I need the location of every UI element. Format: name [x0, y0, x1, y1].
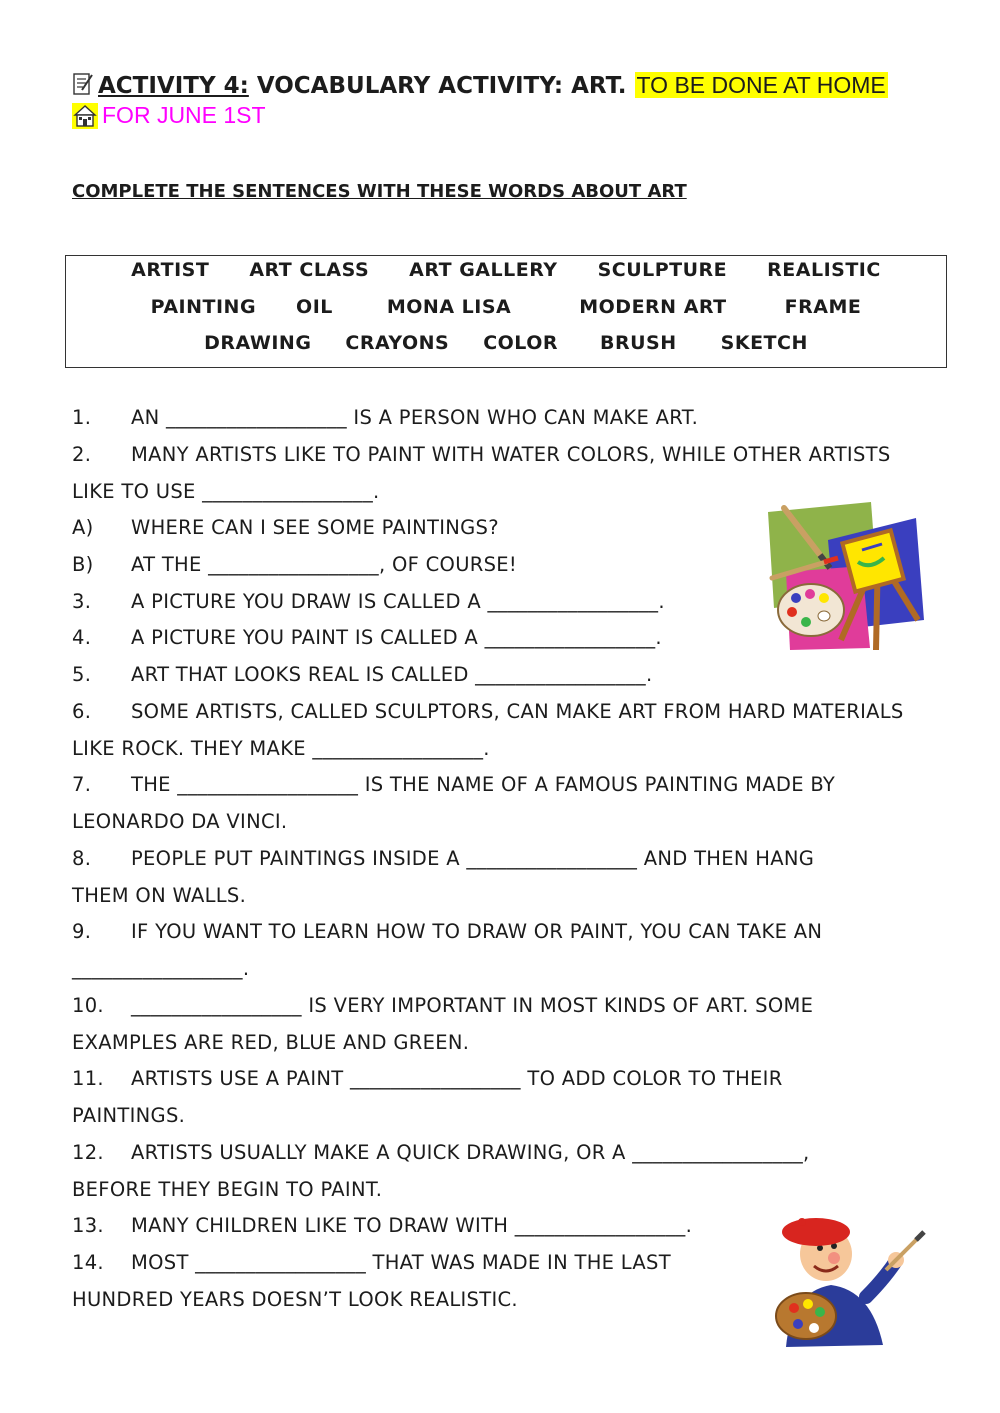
question-number: 2.: [72, 443, 92, 466]
word-bank-row: [66, 259, 946, 281]
question-text: A PICTURE YOU PAINT IS CALLED A _________________.: [131, 626, 662, 649]
due-date-line: [72, 102, 266, 129]
word-bank-item: COLOR: [483, 332, 559, 354]
word-bank-item: PAINTING: [150, 296, 257, 318]
art-supplies-clipart: [766, 500, 926, 655]
question-number: B): [72, 553, 94, 576]
question-text: ARTISTS USUALLY MAKE A QUICK DRAWING, OR A _________________,: [131, 1141, 810, 1164]
question-text: AN __________________ IS A PERSON WHO CAN MAKE ART.: [131, 406, 699, 429]
question-text: AT THE _________________, OF COURSE!: [131, 553, 518, 576]
question-number: 6.: [72, 700, 92, 723]
word-bank-row: [66, 296, 946, 318]
question-number: 4.: [72, 626, 92, 649]
memo-icon: [72, 72, 94, 96]
word-bank-item: ART GALLERY: [409, 259, 558, 281]
activity-heading: VOCABULARY ACTIVITY: ART.: [256, 73, 627, 99]
question-text: WHERE CAN I SEE SOME PAINTINGS?: [131, 516, 499, 539]
question-text: ART THAT LOOKS REAL IS CALLED _________________.: [131, 663, 653, 686]
question-text: PEOPLE PUT PAINTINGS INSIDE A _________________ AND THEN HANG: [131, 847, 815, 870]
due-date: FOR JUNE 1ST: [102, 102, 266, 128]
question-number: 8.: [72, 847, 92, 870]
word-bank-item: SKETCH: [720, 332, 808, 354]
question-number: 3.: [72, 590, 92, 613]
question-text: MANY ARTISTS LIKE TO PAINT WITH WATER COLORS, WHILE OTHER ARTISTS: [131, 443, 891, 466]
question-number: 13.: [72, 1214, 104, 1237]
word-bank-item: CRAYONS: [345, 332, 450, 354]
question-text: ARTISTS USE A PAINT _________________ TO ADD COLOR TO THEIR: [131, 1067, 783, 1090]
question-text-continued: BEFORE THEY BEGIN TO PAINT.: [72, 1178, 383, 1201]
question-text-continued: THEM ON WALLS.: [72, 884, 247, 907]
question-number: 14.: [72, 1251, 104, 1274]
question-number: 7.: [72, 773, 92, 796]
question-text: MANY CHILDREN LIKE TO DRAW WITH _________________.: [131, 1214, 693, 1237]
word-bank-item: SCULPTURE: [597, 259, 728, 281]
question-text-continued: HUNDRED YEARS DOESN’T LOOK REALISTIC.: [72, 1288, 518, 1311]
question-number: 12.: [72, 1141, 104, 1164]
word-bank-row: [66, 332, 946, 354]
word-bank-item: FRAME: [784, 296, 862, 318]
question-text: SOME ARTISTS, CALLED SCULPTORS, CAN MAKE ART FROM HARD MATERIALS: [131, 700, 904, 723]
word-bank-item: MONA LISA: [386, 296, 512, 318]
instruction: COMPLETE THE SENTENCES WITH THESE WORDS ABOUT ART: [72, 181, 687, 202]
question-text-continued: LIKE TO USE _________________.: [72, 480, 380, 503]
question-number: 10.: [72, 994, 104, 1017]
question-text-continued: LEONARDO DA VINCI.: [72, 810, 288, 833]
word-bank-item: DRAWING: [204, 332, 312, 354]
painter-clipart: [768, 1212, 928, 1347]
house-icon: [72, 103, 98, 129]
question-text: A PICTURE YOU DRAW IS CALLED A _________________.: [131, 590, 665, 613]
word-bank-item: ARTIST: [131, 259, 210, 281]
question-number: 9.: [72, 920, 92, 943]
question-text: MOST _________________ THAT WAS MADE IN THE LAST: [131, 1251, 671, 1274]
word-bank-item: ART CLASS: [249, 259, 370, 281]
question-text-continued: LIKE ROCK. THEY MAKE _________________.: [72, 737, 490, 760]
activity-title: [72, 72, 888, 99]
word-bank-item: BRUSH: [600, 332, 677, 354]
question-text-continued: PAINTINGS.: [72, 1104, 186, 1127]
question-number: 5.: [72, 663, 92, 686]
question-number: 1.: [72, 406, 92, 429]
question-text: _________________ IS VERY IMPORTANT IN MOST KINDS OF ART. SOME: [131, 994, 814, 1017]
word-bank-item: OIL: [296, 296, 333, 318]
word-bank-item: REALISTIC: [767, 259, 881, 281]
word-bank: [65, 255, 947, 368]
homework-highlight: TO BE DONE AT HOME: [636, 72, 886, 98]
question-text-continued: _________________.: [72, 957, 250, 980]
word-bank-item: MODERN ART: [579, 296, 727, 318]
question-text: THE __________________ IS THE NAME OF A FAMOUS PAINTING MADE BY: [131, 773, 836, 796]
question-number: A): [72, 516, 94, 539]
question-text: IF YOU WANT TO LEARN HOW TO DRAW OR PAINT, YOU CAN TAKE AN: [131, 920, 823, 943]
activity-label: ACTIVITY 4:: [98, 73, 249, 99]
question-text-continued: EXAMPLES ARE RED, BLUE AND GREEN.: [72, 1031, 470, 1054]
question-number: 11.: [72, 1067, 104, 1090]
